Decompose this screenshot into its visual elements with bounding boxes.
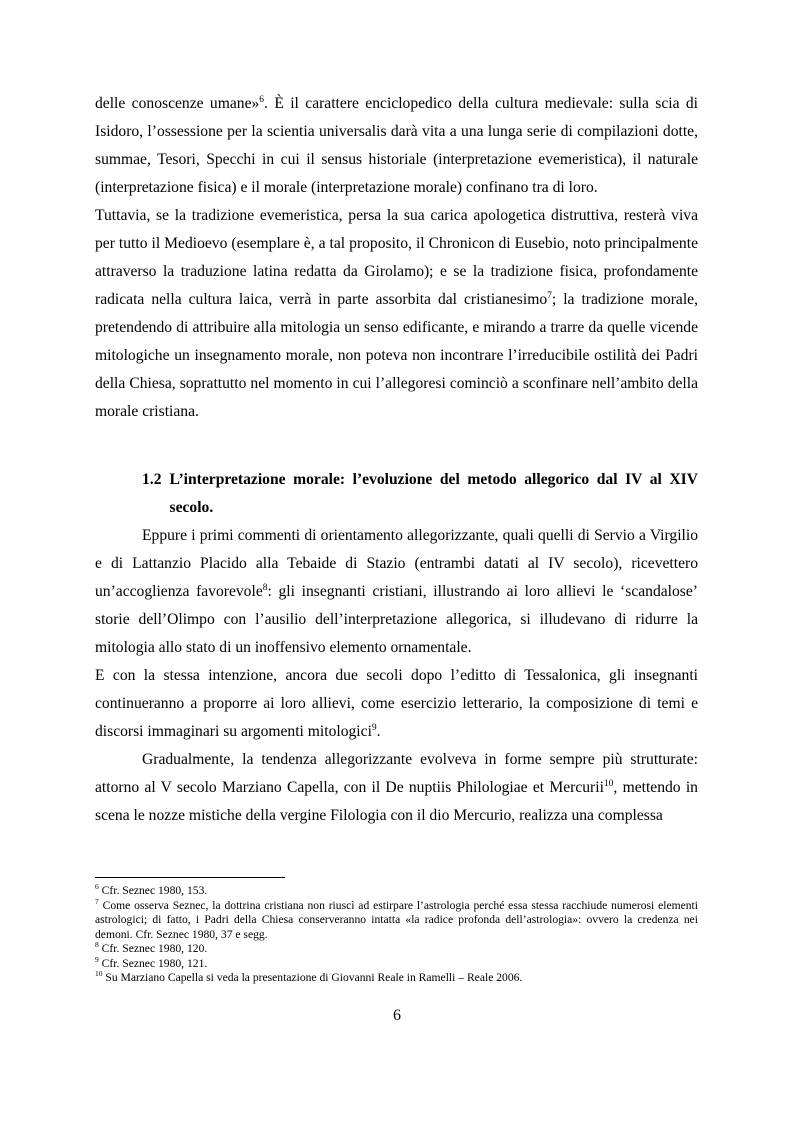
footnote: $^9$ Cfr. Seznec 1980, 121. xyxy=(95,954,208,970)
paragraph: Tuttavia, se la tradizione evemeristica, persa la sua carica apologetica distruttiva, resterà viva per tutto il Medioevo (esemplare è, a tal proposito, il Chronicon di Eusebio, noto principalmente attraverso la traduzione latina redatta da Girolamo); e se la tradizione fisica, profondamente radicata nella cultura laica, verrà in parte assorbita dal cristianesimo$^7$; la tradizione morale, pretendendo di attribuire alla mitologia un senso edificante, e mirando a trarre da quelle vicende mitologiche un insegnamento morale, non poteva non incontrare l’irreducibile ostilità dei Padri della Chiesa, soprattutto nel momento in cui l’allegoresi cominciò a sconfinare nell’ambito della morale cristiana. xyxy=(95,207,698,420)
footnote: $^8$ Cfr. Seznec 1980, 120. xyxy=(95,940,208,955)
footnote-ref: 9 xyxy=(371,722,377,733)
section-title: L’interpretazione morale: l’evoluzione del metodo allegorico dal IV al XIV secolo. xyxy=(169,471,698,516)
paragraph: E con la stessa intenzione, ancora due secoli dopo l’editto di Tessalonica, gli insegnanti continueranno a proporre ai loro allievi, come esercizio letterario, la composizione di temi e discorsi immaginari su argomenti mitologici$^9$. xyxy=(95,667,698,740)
footnotes xyxy=(95,884,698,986)
section-heading xyxy=(142,466,698,522)
page-number: 6 xyxy=(393,1007,401,1024)
paragraph: delle conoscenze umane»$^6$. È il carattere enciclopedico della cultura medievale: sulla scia di Isidoro, l’ossessione per la scientia universalis darà vita a una lunga serie di compilazioni dotte, summae, Tesori, Specchi in cui il sensus historiale (interpretazione evemeristica), il naturale (interpretazione fisica) e il morale (interpretazione morale) confinano tra di loro. xyxy=(95,94,698,196)
footnote: $^{10}$ Su Marziano Capella si veda la presentazione di Giovanni Reale in Ramelli – Reale 2006. xyxy=(95,969,523,984)
paragraph: Gradualmente, la tendenza allegorizzante evolveva in forme sempre più strutturate: attorno al V secolo Marziano Capella, con il De nuptiis Philologiae et Mercurii$^{10}$, mettendo in scena le nozze mistiche della vergine Filologia con il dio Mercurio, realizza una complessa xyxy=(95,751,698,824)
footnote-ref: 7 xyxy=(547,290,552,301)
footnote-ref: 8 xyxy=(262,582,268,593)
paragraph: Eppure i primi commenti di orientamento allegorizzante, quali quelli di Servio a Virgilio e di Lattanzio Placido alla Tebaide di Stazio (entrambi datati al IV secolo), ricevettero un’accoglienza favorevole$^8$: gli insegnanti cristiani, illustrando ai loro allievi le ‘scandalose’ storie dell’Olimpo con l’ausilio dell’interpretazione allegorica, si illudevano di ridurre la mitologia allo stato di un inoffensivo elemento ornamentale. xyxy=(95,527,698,656)
footnote-ref: 6 xyxy=(259,94,265,105)
body-text xyxy=(95,90,698,830)
footnote-separator xyxy=(95,877,285,878)
section-number: 1.2 xyxy=(142,471,162,488)
footnote-ref: 10 xyxy=(603,778,614,789)
footnote: $^6$ Cfr. Seznec 1980, 153. xyxy=(95,882,208,897)
footnote: $^7$ Come osserva Seznec, la dottrina cristiana non riuscì ad estirpare l’astrologia perché essa stessa racchiude numerosi elementi astrologici; di fatto, i Padri della Chiesa conserveranno intatta «la radice profonda dell’astrologia»: ovvero la credenza nei demoni. Cfr. Seznec 1980, 37 e segg. xyxy=(95,896,698,941)
